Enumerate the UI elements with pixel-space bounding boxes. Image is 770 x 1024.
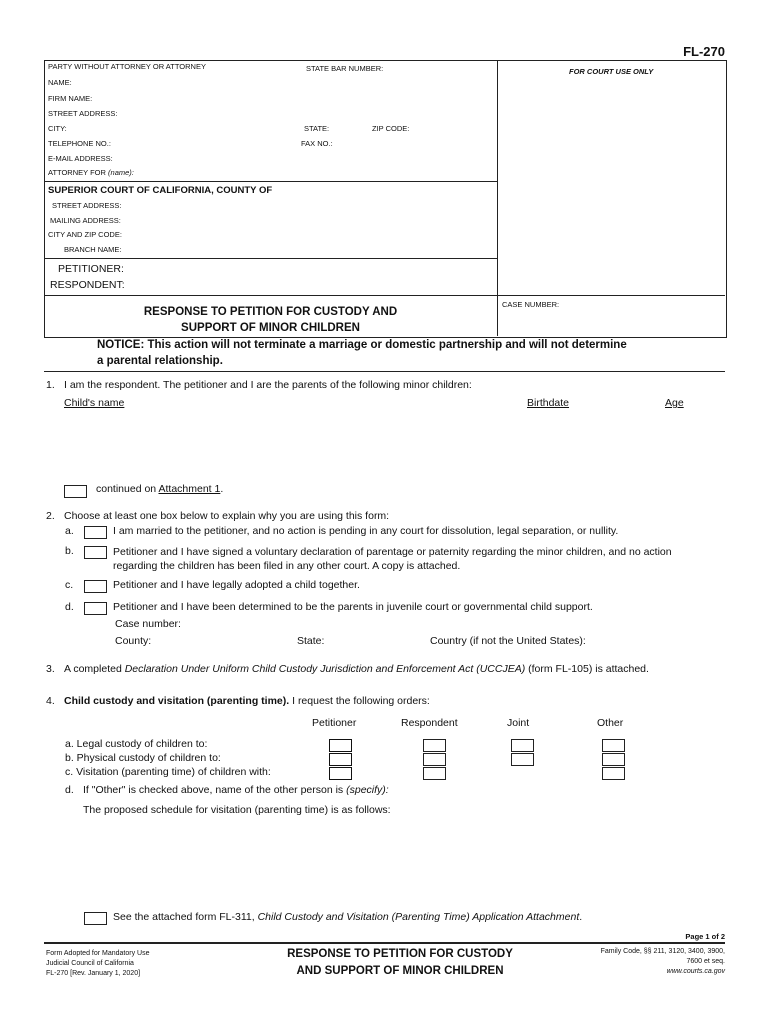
physical-petitioner-checkbox[interactable]	[329, 753, 352, 766]
item2a-letter: a.	[65, 525, 74, 537]
item4a-text: a. Legal custody of children to:	[65, 738, 208, 750]
visitation-other-checkbox[interactable]	[602, 767, 625, 780]
item2d-letter: d.	[65, 601, 74, 613]
street-label: STREET ADDRESS:	[48, 109, 118, 118]
form-number: FL-270	[683, 44, 725, 59]
petitioner-label: PETITIONER:	[58, 263, 124, 275]
case-number-field-label: Case number:	[115, 618, 181, 630]
item4c-text: c. Visitation (parenting time) of children with:	[65, 766, 271, 778]
item4b-text: b. Physical custody of children to:	[65, 752, 221, 764]
item2c-checkbox[interactable]	[84, 580, 107, 593]
notice: NOTICE: This action will not terminate a marriage or domestic partnership and will not determine a parental relationship.	[97, 339, 627, 367]
name-label: NAME:	[48, 78, 72, 87]
item2b-letter: b.	[65, 545, 74, 557]
state-label: STATE:	[304, 124, 330, 133]
footer-right: Family Code, §§ 211, 3120, 3400, 3900, 7600 et seq. www.courts.ca.gov	[600, 948, 725, 975]
item4-text: Child custody and visitation (parenting time). I request the following orders:	[64, 695, 430, 707]
footer-title: RESPONSE TO PETITION FOR CUSTODY AND SUPPORT OF MINOR CHILDREN	[287, 948, 513, 977]
fax-label: FAX NO.:	[301, 139, 333, 148]
attorney-for-label: ATTORNEY FOR (name):	[48, 168, 134, 177]
county-field-label: County:	[115, 635, 152, 647]
court-city-zip-label: CITY AND ZIP CODE:	[48, 230, 122, 239]
page-number: Page 1 of 2	[685, 932, 725, 941]
court-mailing-label: MAILING ADDRESS:	[50, 216, 121, 225]
item3-text: A completed Declaration Under Uniform Child Custody Jurisdiction and Enforcement Act (UCCJEA) (form FL-105) is attached.	[64, 663, 649, 675]
continued-checkbox[interactable]	[64, 485, 87, 498]
court-title: SUPERIOR COURT OF CALIFORNIA, COUNTY OF	[48, 185, 273, 196]
telephone-label: TELEPHONE NO.:	[48, 139, 111, 148]
item4-number: 4.	[46, 695, 55, 707]
state-bar-label: STATE BAR NUMBER:	[306, 64, 384, 73]
col-respondent: Respondent	[401, 717, 458, 729]
fl311-checkbox[interactable]	[84, 912, 107, 925]
item2d-text: Petitioner and I have been determined to be the parents in juvenile court or governmental child support.	[113, 601, 593, 613]
caption-box	[44, 60, 727, 338]
party-label: PARTY WITHOUT ATTORNEY OR ATTORNEY	[48, 62, 206, 71]
item2-text: Choose at least one box below to explain why you are using this form:	[64, 510, 390, 522]
col-other: Other	[597, 717, 624, 729]
item2c-letter: c.	[65, 579, 74, 591]
visitation-petitioner-checkbox[interactable]	[329, 767, 352, 780]
physical-other-checkbox[interactable]	[602, 753, 625, 766]
case-number-label: CASE NUMBER:	[502, 300, 560, 309]
item1-text: I am the respondent. The petitioner and I are the parents of the following minor children:	[64, 379, 472, 391]
physical-respondent-checkbox[interactable]	[423, 753, 446, 766]
item2-number: 2.	[46, 510, 55, 522]
schedule-text: The proposed schedule for visitation (parenting time) is as follows:	[83, 804, 391, 816]
item3-number: 3.	[46, 663, 55, 675]
item2b-text: Petitioner and I have signed a voluntary declaration of parentage or paternity regarding the minor children, and no action regarding the children has been filed in any other court. A copy is attached.	[113, 546, 672, 572]
city-label: CITY:	[48, 124, 67, 133]
fl311-text: See the attached form FL-311, Child Custody and Visitation (Parenting Time) Application Attachment.	[113, 911, 583, 923]
form-title: RESPONSE TO PETITION FOR CUSTODY AND SUPPORT OF MINOR CHILDREN	[143, 306, 398, 334]
physical-joint-checkbox[interactable]	[511, 753, 534, 766]
child-name-header: Child's name	[64, 397, 125, 409]
court-use-label: FOR COURT USE ONLY	[569, 67, 654, 76]
continued-text: continued on Attachment 1.	[96, 483, 224, 495]
respondent-label: RESPONDENT:	[50, 279, 125, 291]
legal-petitioner-checkbox[interactable]	[329, 739, 352, 752]
court-street-label: STREET ADDRESS:	[52, 201, 122, 210]
item1-number: 1.	[46, 379, 55, 391]
state-field-label: State:	[297, 635, 325, 647]
visitation-respondent-checkbox[interactable]	[423, 767, 446, 780]
item2d-checkbox[interactable]	[84, 602, 107, 615]
country-field-label: Country (if not the United States):	[430, 635, 586, 647]
item2a-checkbox[interactable]	[84, 526, 107, 539]
col-joint: Joint	[507, 717, 530, 729]
zip-label: ZIP CODE:	[372, 124, 410, 133]
email-label: E-MAIL ADDRESS:	[48, 154, 113, 163]
item2a-text: I am married to the petitioner, and no action is pending in any court for dissolution, legal separation, or nullity.	[113, 525, 619, 537]
col-petitioner: Petitioner	[312, 717, 357, 729]
item2c-text: Petitioner and I have legally adopted a child together.	[113, 579, 360, 591]
age-header: Age	[665, 397, 684, 409]
legal-joint-checkbox[interactable]	[511, 739, 534, 752]
footer-left: Form Adopted for Mandatory Use Judicial Council of California FL-270 [Rev. January 1, 2020]	[46, 950, 150, 977]
item4d-letter: d.	[65, 784, 74, 796]
firm-label: FIRM NAME:	[48, 94, 93, 103]
item4d-text: If "Other" is checked above, name of the other person is (specify):	[83, 784, 389, 796]
legal-respondent-checkbox[interactable]	[423, 739, 446, 752]
birthdate-header: Birthdate	[527, 397, 570, 409]
item2b-checkbox[interactable]	[84, 546, 107, 559]
legal-other-checkbox[interactable]	[602, 739, 625, 752]
court-branch-label: BRANCH NAME:	[64, 245, 122, 254]
